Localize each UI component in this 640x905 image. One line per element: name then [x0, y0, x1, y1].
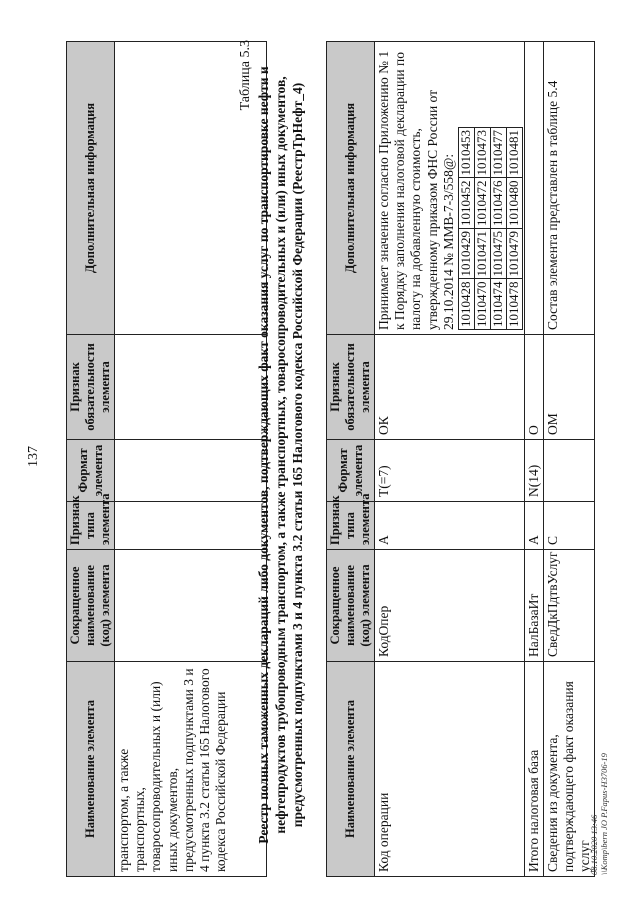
table-row	[524, 42, 543, 877]
header-format: Формат элемента	[67, 440, 115, 502]
code-cell: 1010475	[490, 229, 506, 280]
table-label: Таблица 5.3	[238, 40, 253, 111]
code-cell: 1010480	[506, 178, 522, 229]
code-cell: 1010470	[474, 279, 490, 330]
header-required: Признак обязательности элемента	[327, 335, 375, 440]
cell-name: Итого налоговая база	[524, 662, 543, 877]
stamp-line-1: 08.10.2020 13:46	[589, 814, 599, 875]
header-code: Сокращенное наименование (код) элемента	[327, 550, 375, 662]
code-cell: 1010476	[490, 178, 506, 229]
cell-format	[543, 440, 595, 502]
continuation-table	[66, 41, 267, 877]
table-row	[375, 42, 525, 877]
operation-codes-grid	[458, 127, 523, 330]
code-row	[490, 128, 506, 330]
header-info: Дополнительная информация	[67, 42, 115, 335]
stamp-line-2: \\Komp\bern JO P.Fapus-H3706-19	[598, 753, 609, 875]
code-row	[474, 128, 490, 330]
cell-name: Код операции	[375, 662, 525, 877]
code-cell: 1010428	[458, 279, 474, 330]
header-name: Наименование элемента	[327, 662, 375, 877]
cell-required: ОК	[375, 335, 525, 440]
code-cell: 1010429	[458, 229, 474, 280]
cell-format: T(=7)	[375, 440, 525, 502]
header-format: Формат элемента	[327, 440, 375, 502]
registry-table	[326, 41, 595, 877]
footer-stamp	[590, 753, 610, 875]
header-row	[67, 42, 115, 877]
table-row	[115, 42, 267, 877]
cell-type: С	[543, 502, 595, 550]
header-code: Сокращенное наименование (код) элемента	[67, 550, 115, 662]
code-cell: 1010473	[474, 128, 490, 179]
header-row	[327, 42, 375, 877]
header-type: Признак типа элемента	[67, 502, 115, 550]
header-name: Наименование элемента	[67, 662, 115, 877]
header-required: Признак обязательности элемента	[67, 335, 115, 440]
code-cell: 1010452	[458, 178, 474, 229]
page-number: 137	[26, 446, 41, 467]
cell-info-text: Принимает значение согласно Приложению № 1 к Порядку заполнения налоговой декларации по налогу на добавленную стоимость, утвержденному приказом ФНС России от 29.10.2014 № ММВ-7-3/558@:	[376, 50, 456, 330]
code-cell: 1010471	[474, 229, 490, 280]
code-cell: 1010477	[490, 128, 506, 179]
continuation-name: транспортом, а также транспортных, товаросопроводительных и (или) иных документов, предусмотренных подпунктами 3 и 4 пункта 3.2 статьи 165 Налогового кодекса Российской Федерации	[115, 662, 267, 877]
cell-type: А	[375, 502, 525, 550]
header-info: Дополнительная информация	[327, 42, 375, 335]
table-row	[543, 42, 595, 877]
code-cell: 1010478	[506, 279, 522, 330]
cell-required: О	[524, 335, 543, 440]
code-cell: 1010479	[506, 229, 522, 280]
cell-name: Сведения из документа, подтверждающего факт оказания услуг	[543, 662, 595, 877]
cell-code: НалБазаИт	[524, 550, 543, 662]
cell-info	[524, 42, 543, 335]
code-row	[458, 128, 474, 330]
cell-code: КодОпер	[375, 550, 525, 662]
table-title: Реестр полных таможенных деклараций либо документов, подтверждающих факт оказания услуг по транспортировке нефти и нефтепродуктов трубопроводным транспортом, а также транспортных, товаросопроводительных и (или) иных документов, предусмотренных подпунктами 3 и 4 пункта 3.2 статьи 165 Налогового кодекса Российской Федерации (РеестрТрНефт_4)	[256, 66, 305, 844]
cell-type: А	[524, 502, 543, 550]
code-cell: 1010472	[474, 178, 490, 229]
cell-code: СведДкПдтвУслуг	[543, 550, 595, 662]
code-cell: 1010474	[490, 279, 506, 330]
cell-format: N(14)	[524, 440, 543, 502]
cell-required: ОМ	[543, 335, 595, 440]
code-row	[506, 128, 522, 330]
cell-info: Состав элемента представлен в таблице 5.4	[543, 42, 595, 335]
cell-info	[375, 42, 525, 335]
code-cell: 1010481	[506, 128, 522, 179]
code-cell: 1010453	[458, 128, 474, 179]
header-type: Признак типа элемента	[327, 502, 375, 550]
